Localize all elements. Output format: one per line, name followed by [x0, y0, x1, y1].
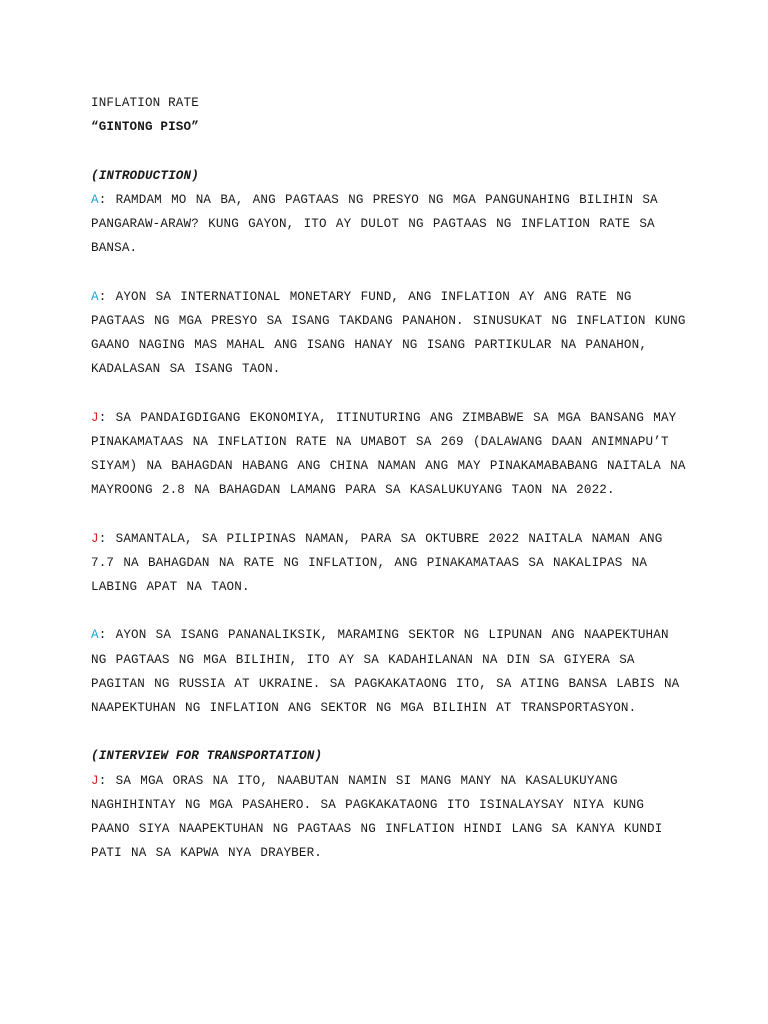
document-title: INFLATION RATE	[91, 96, 199, 110]
speaker-label: J	[91, 773, 99, 788]
paragraph	[91, 406, 691, 503]
section-heading-introduction: (INTRODUCTION)	[91, 168, 199, 183]
section-heading-interview: (INTERVIEW FOR TRANSPORTATION)	[91, 749, 323, 764]
paragraph-text: : SA MGA ORAS NA ITO, NAABUTAN NAMIN SI MANG MANY NA KASALUKUYANG NAGHIHINTAY NG MGA PASAHERO. SA PAGKAKATAONG ITO ISINALAYSAY NIYA KUNG PAANO SIYA NAAPEKTUHAN NG PAGTAAS NG INFLATION HINDI LANG SA KANYA KUNDI PATI NA SA KAPWA NYA DRAYBER.	[91, 773, 663, 861]
paragraph-text: : RAMDAM MO NA BA, ANG PAGTAAS NG PRESYO NG MGA PANGUNAHING BILIHIN SA PANGARAW-ARAW? KUNG GAYON, ITO AY DULOT NG PAGTAAS NG INFLATION RATE SA BANSA.	[91, 192, 658, 256]
speaker-label: A	[91, 289, 99, 304]
spacer	[91, 260, 691, 284]
speaker-label: J	[91, 410, 99, 425]
document-subtitle: “GINTONG PISO”	[91, 120, 199, 135]
paragraph	[91, 285, 691, 382]
spacer	[91, 139, 691, 163]
document-page	[91, 91, 691, 865]
paragraph-text: : SA PANDAIGDIGANG EKONOMIYA, ITINUTURING ANG ZIMBABWE SA MGA BANSANG MAY PINAKAMATAAS NA INFLATION RATE NA UMABOT SA 269 (DALAWANG DAAN ANIMNAPU’T SIYAM) NA BAHAGDAN HABANG ANG CHINA NAMAN ANG MAY PINAKAMABABANG NAITALA NA MAYROONG 2.8 NA BAHAGDAN LAMANG PARA SA KASALUKUYANG TAON NA 2022.	[91, 410, 686, 498]
paragraph	[91, 769, 691, 866]
speaker-label: A	[91, 628, 99, 643]
paragraph-text: : AYON SA INTERNATIONAL MONETARY FUND, ANG INFLATION AY ANG RATE NG PAGTAAS NG MGA PRESYO SA ISANG TAKDANG PANAHON. SINUSUKAT NG INFLATION KUNG GAANO NAGING MAS MAHAL ANG ISANG HANAY NG ISANG PARTIKULAR NA PANAHON, KADALASAN SA ISANG TAON.	[91, 289, 686, 377]
paragraph-text: : SAMANTALA, SA PILIPINAS NAMAN, PARA SA OKTUBRE 2022 NAITALA NAMAN ANG 7.7 NA BAHAGDAN NA RATE NG INFLATION, ANG PINAKAMATAAS SA NAKALIPAS NA LABING APAT NA TAON.	[91, 531, 663, 594]
spacer	[91, 720, 691, 744]
paragraph	[91, 623, 691, 720]
spacer	[91, 381, 691, 405]
paragraph	[91, 188, 691, 261]
speaker-label: J	[91, 531, 99, 546]
paragraph	[91, 527, 691, 600]
speaker-label: A	[91, 192, 99, 207]
spacer	[91, 599, 691, 623]
paragraph-text: : AYON SA ISANG PANANALIKSIK, MARAMING SEKTOR NG LIPUNAN ANG NAAPEKTUHAN NG PAGTAAS NG MGA BILIHIN, ITO AY SA KADAHILANAN NA DIN SA GIYERA SA PAGITAN NG RUSSIA AT UKRAINE. SA PAGKAKATAONG ITO, SA ATING BANSA LABIS NA NAAPEKTUHAN NG INFLATION ANG SEKTOR NG MGA BILIHIN AT TRANSPORTASYON.	[91, 628, 680, 715]
spacer	[91, 502, 691, 526]
